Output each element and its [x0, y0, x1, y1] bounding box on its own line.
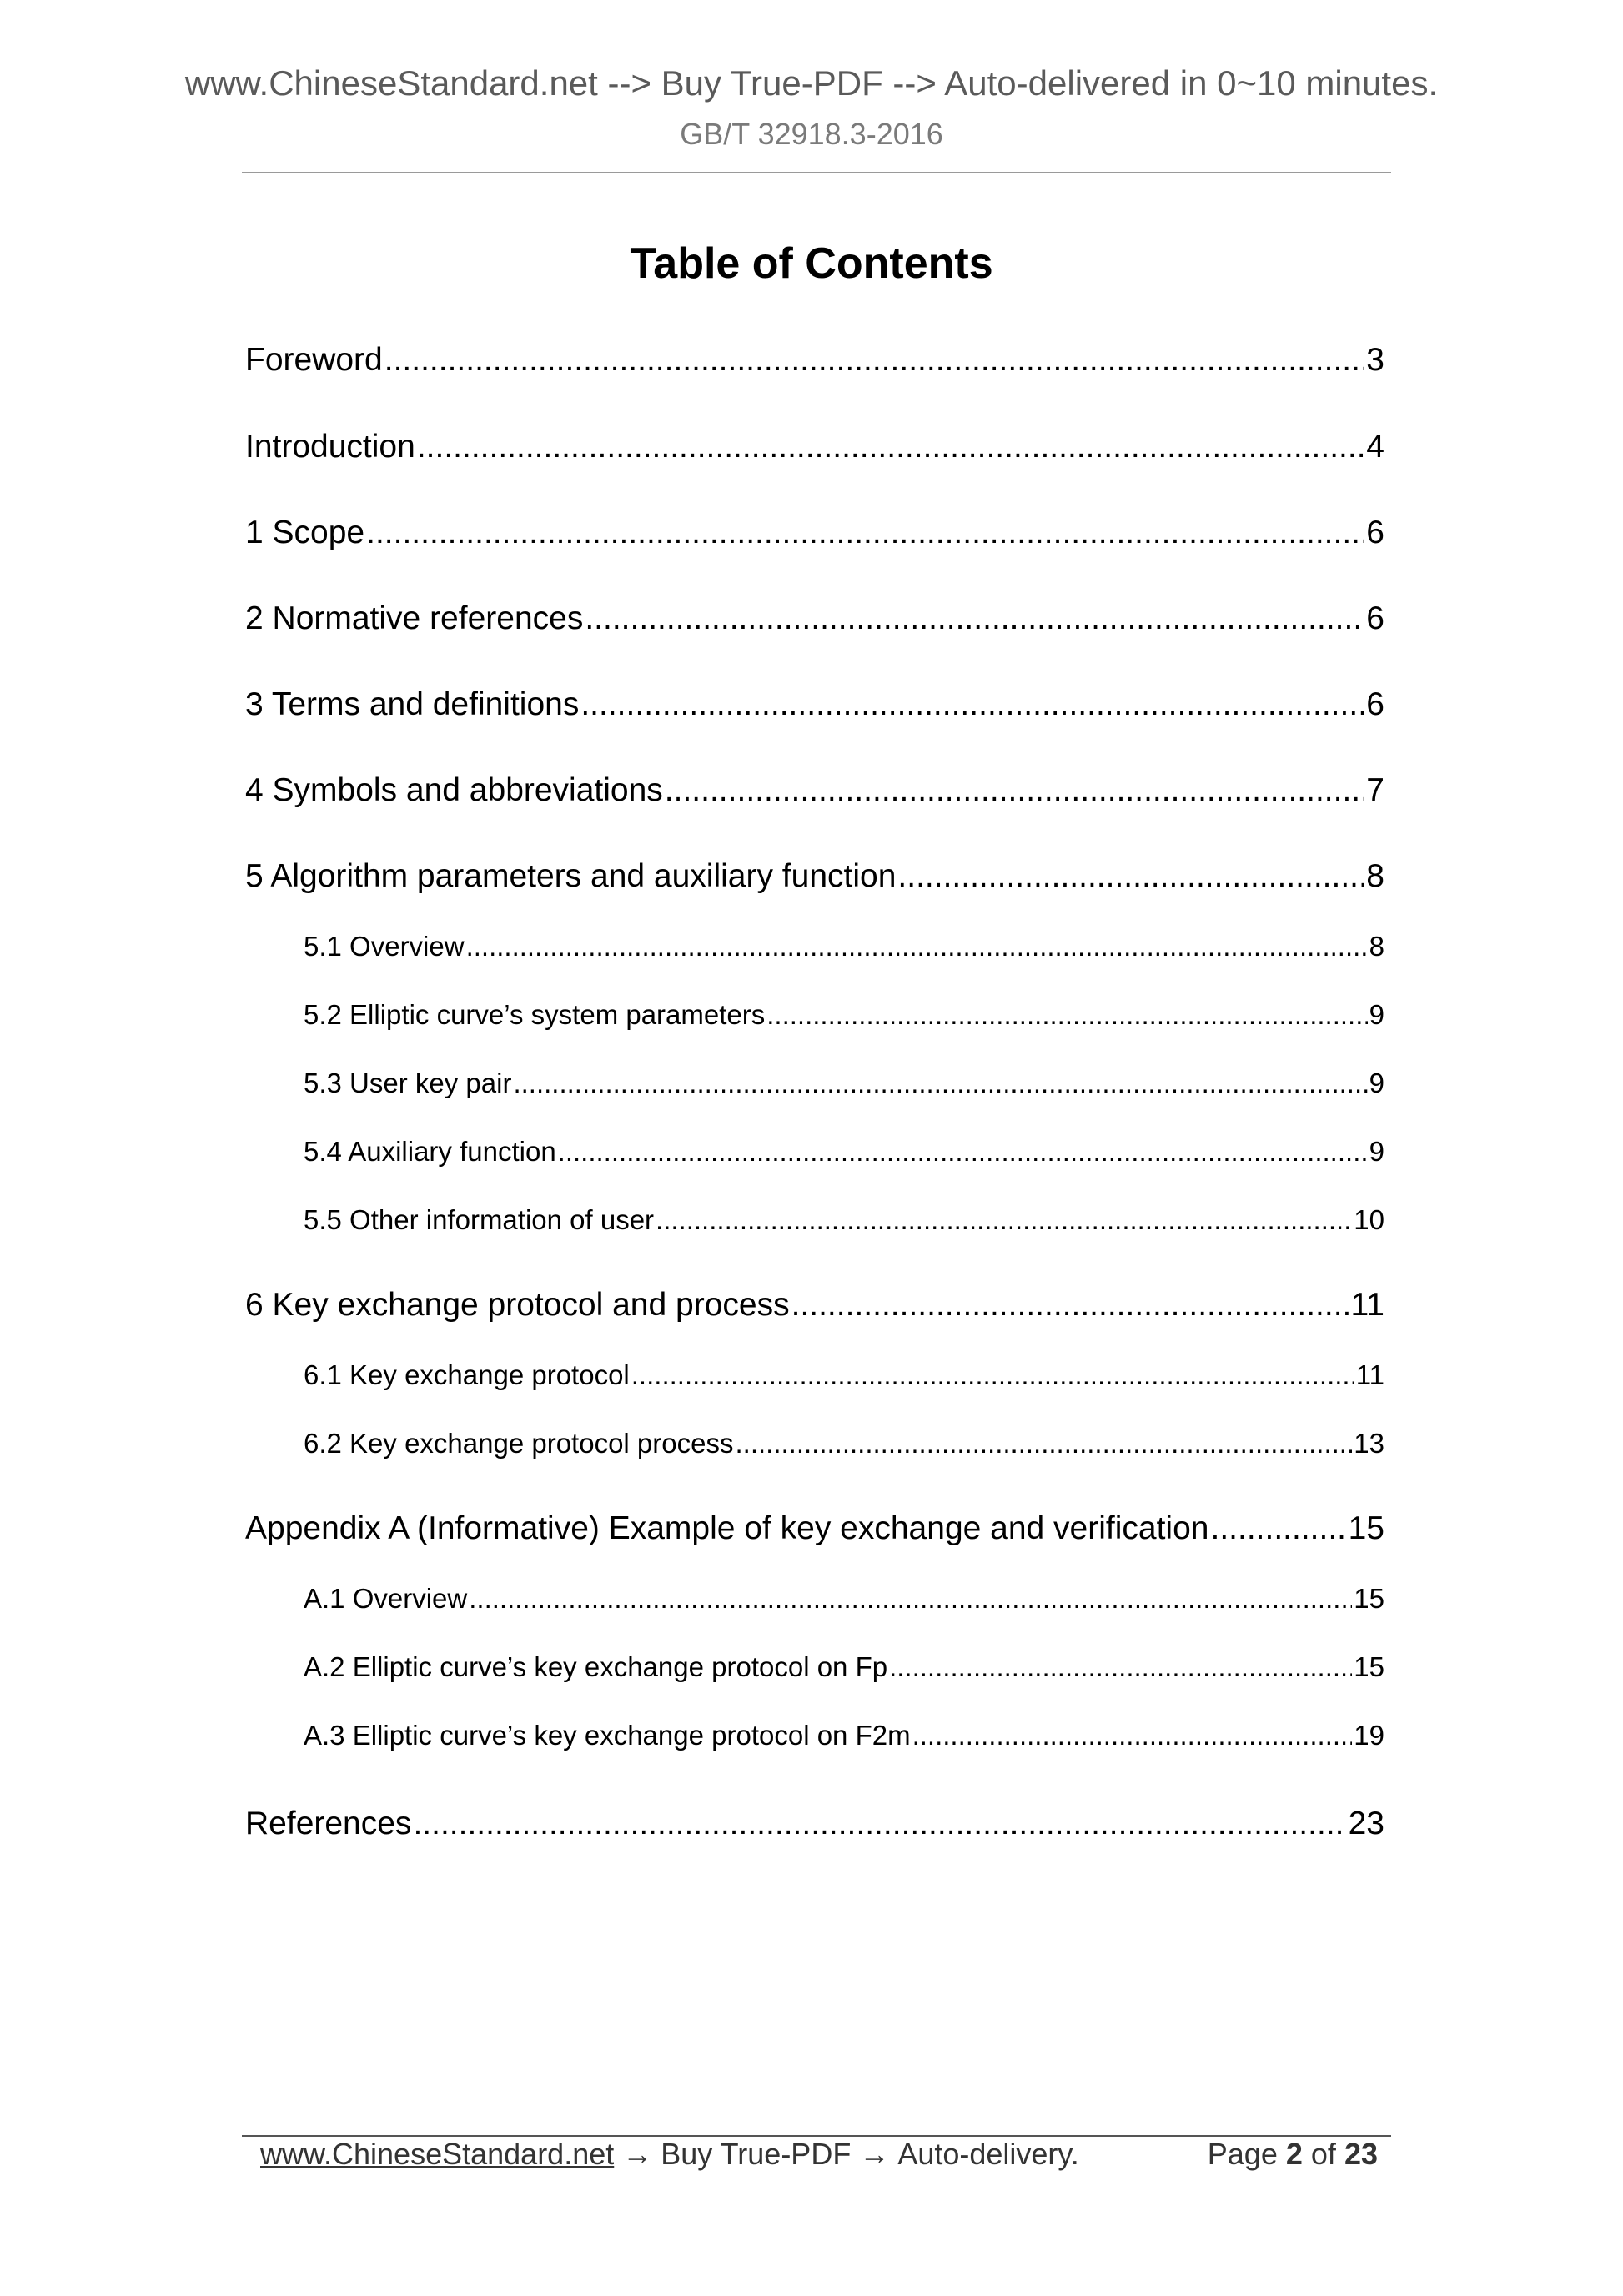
toc-dot-leader [766, 999, 1367, 1031]
toc-entry[interactable] [304, 999, 1384, 1031]
toc-entry-page: 6 [1366, 686, 1384, 722]
toc-entry-title: 3 Terms and definitions [245, 686, 580, 722]
toc-entry-title: 1 Scope [245, 515, 365, 550]
toc-dot-leader [631, 1359, 1354, 1391]
toc-dot-leader [656, 1204, 1352, 1236]
toc-entry-page: 3 [1366, 342, 1384, 378]
footer-promo [260, 2137, 1079, 2172]
toc-entry-page: 8 [1366, 858, 1384, 894]
toc-dot-leader [1210, 1510, 1346, 1547]
toc-entry-title: 5.1 Overview [304, 931, 465, 962]
page-label: Page [1207, 2137, 1278, 2171]
toc-entry[interactable] [304, 1720, 1384, 1751]
toc-entry[interactable] [304, 1136, 1384, 1168]
toc-entry[interactable] [245, 342, 1384, 379]
toc-dot-leader [889, 1651, 1352, 1683]
toc-entry-title: 5.2 Elliptic curve’s system parameters [304, 999, 766, 1030]
toc-entry-page: 13 [1354, 1428, 1384, 1459]
toc-entry-page: 9 [1369, 1068, 1384, 1098]
page-number [1208, 2137, 1378, 2172]
current-page-number: 2 [1285, 2137, 1303, 2171]
toc-entry-title: 5.4 Auxiliary function [304, 1136, 556, 1167]
toc-entry-page: 4 [1366, 429, 1384, 465]
toc-dot-leader [469, 1583, 1352, 1615]
toc-entry-page: 9 [1369, 1136, 1384, 1167]
toc-entry-page: 10 [1354, 1204, 1384, 1235]
toc-dot-leader [585, 600, 1364, 637]
toc-entry-page: 15 [1348, 1510, 1384, 1546]
toc-entry[interactable] [304, 931, 1384, 962]
toc-entry-page: 7 [1366, 772, 1384, 808]
toc-entry-title: A.3 Elliptic curve’s key exchange protocol on F2m [304, 1720, 911, 1751]
toc-entry-title: 5.3 User key pair [304, 1068, 512, 1098]
toc-entry-title: 4 Symbols and abbreviations [245, 772, 663, 808]
toc-entry[interactable] [304, 1359, 1384, 1391]
toc-entry-page: 11 [1355, 1359, 1384, 1390]
toc-entry[interactable] [245, 858, 1384, 895]
toc-entry[interactable] [245, 1287, 1384, 1324]
toc-entry[interactable] [304, 1068, 1384, 1099]
page-of-label: of [1310, 2137, 1336, 2171]
toc-dot-leader [897, 858, 1364, 895]
toc-entry-page: 8 [1369, 931, 1384, 962]
toc-entry-page: 11 [1350, 1287, 1384, 1323]
toc-entry-title: A.2 Elliptic curve’s key exchange protocol on Fp [304, 1651, 888, 1682]
toc-entry-title: 6.2 Key exchange protocol process [304, 1428, 734, 1459]
page-title: Table of Contents [630, 239, 993, 288]
toc-entry[interactable] [304, 1583, 1384, 1615]
toc-entry-title: 5.5 Other information of user [304, 1204, 655, 1235]
toc-entry-page: 23 [1348, 1806, 1384, 1841]
toc-entry-title: A.1 Overview [304, 1583, 468, 1614]
toc-entry-page: 9 [1369, 999, 1384, 1030]
standard-code: GB/T 32918.3-2016 [680, 117, 943, 151]
toc-dot-leader [413, 1806, 1346, 1842]
footer-site-link[interactable]: www.ChineseStandard.net [260, 2137, 615, 2171]
toc-dot-leader [384, 342, 1365, 379]
toc-entry-page: 6 [1366, 515, 1384, 550]
toc-entry-title: 6.1 Key exchange protocol [304, 1359, 630, 1390]
arrow-right-icon: → [859, 2137, 890, 2171]
toc-dot-leader [558, 1136, 1368, 1168]
toc-entry-title: Introduction [245, 429, 415, 465]
toc-entry-page: 15 [1354, 1583, 1384, 1614]
toc-entry-title: Foreword [245, 342, 383, 378]
toc-dot-leader [912, 1720, 1353, 1751]
toc-dot-leader [735, 1428, 1352, 1459]
toc-dot-leader [466, 931, 1368, 962]
toc-entry-title: Appendix A (Informative) Example of key exchange and verification [245, 1510, 1209, 1546]
toc-entry[interactable] [304, 1651, 1384, 1683]
toc-dot-leader [513, 1068, 1367, 1099]
toc-dot-leader [366, 515, 1364, 551]
toc-dot-leader [580, 686, 1364, 723]
toc-entry-page: 6 [1366, 600, 1384, 636]
toc-entry-title: 2 Normative references [245, 600, 584, 636]
toc-entry-page: 15 [1354, 1651, 1384, 1682]
toc-entry-title: 5 Algorithm parameters and auxiliary function [245, 858, 897, 894]
footer-buy-text: Buy True-PDF [661, 2137, 852, 2171]
toc-entry[interactable] [245, 686, 1384, 723]
toc-entry-title: References [245, 1806, 412, 1841]
toc-entry-page: 19 [1354, 1720, 1384, 1751]
toc-entry[interactable] [245, 1510, 1384, 1547]
toc-dot-leader [417, 429, 1364, 465]
toc-entry[interactable] [245, 429, 1384, 465]
toc-entry-title: 6 Key exchange protocol and process [245, 1287, 790, 1323]
toc-entry[interactable] [245, 1806, 1384, 1842]
footer-delivery-text: Auto-delivery. [897, 2137, 1079, 2171]
toc-dot-leader [791, 1287, 1349, 1324]
toc-dot-leader [665, 772, 1365, 809]
toc-entry[interactable] [245, 515, 1384, 551]
toc-entry[interactable] [245, 772, 1384, 809]
toc-entry[interactable] [304, 1428, 1384, 1459]
toc-entry[interactable] [245, 600, 1384, 637]
total-page-count: 23 [1344, 2137, 1378, 2171]
toc-entry[interactable] [304, 1204, 1384, 1236]
arrow-right-icon: → [622, 2137, 653, 2171]
header-banner-text[interactable]: www.ChineseStandard.net --> Buy True-PDF --> Auto-delivered in 0~10 minutes. [184, 63, 1439, 103]
page-footer [260, 2137, 1378, 2173]
